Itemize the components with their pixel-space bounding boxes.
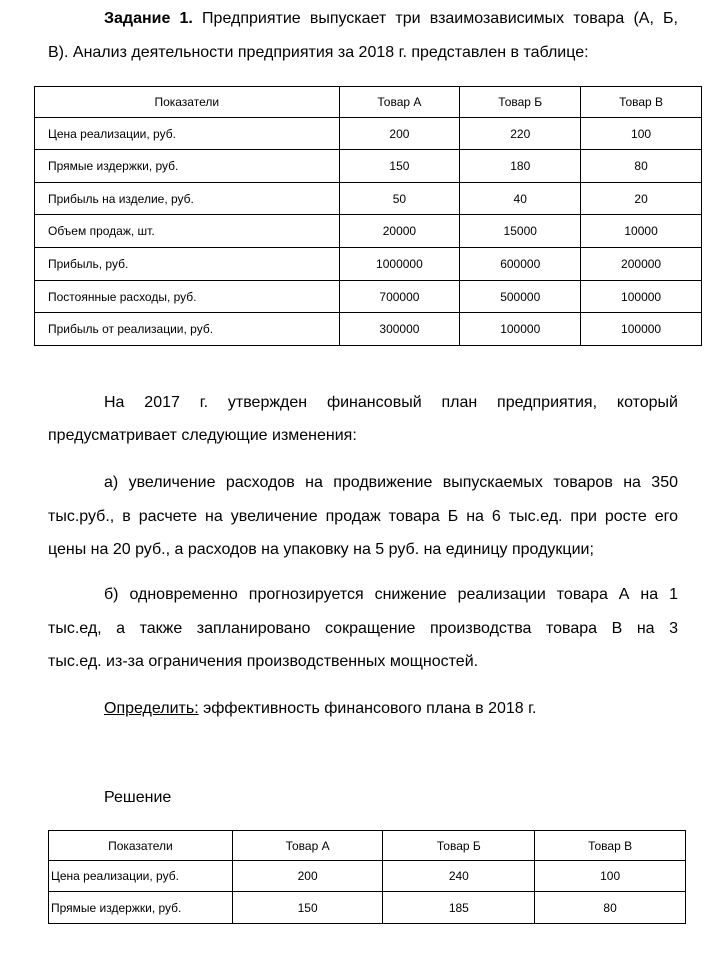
intro-text-1: Предприятие выпускает три взаимозависимых товара (А, Б,	[192, 10, 679, 27]
row-label: Прямые издержки, руб.	[49, 892, 233, 924]
cell-value: 100	[535, 861, 686, 892]
cell-value: 150	[232, 892, 383, 924]
cell-value: 10000	[581, 215, 702, 248]
cell-value: 15000	[460, 215, 581, 248]
table-header-row	[49, 831, 686, 861]
cell-value: 600000	[460, 248, 581, 281]
row-label: Цена реализации, руб.	[35, 118, 340, 150]
cell-value: 150	[339, 150, 460, 183]
intro-line-1	[104, 10, 678, 28]
row-label: Объем продаж, шт.	[35, 215, 340, 248]
header-product-a: Товар А	[232, 831, 383, 861]
cell-value: 200	[339, 118, 460, 150]
header-indicators: Показатели	[49, 831, 233, 861]
header-product-v: Товар В	[581, 87, 702, 118]
header-product-a: Товар А	[339, 87, 460, 118]
plan-p1-line-1: На 2017 г. утвержден финансовый план предприятия, который	[104, 394, 678, 411]
cell-value: 20000	[339, 215, 460, 248]
cell-value: 500000	[460, 281, 581, 313]
plan-p2-line-1: а) увеличение расходов на продвижение выпускаемых товаров на 350	[104, 474, 678, 491]
header-indicators: Показатели	[35, 87, 340, 118]
cell-value: 200	[232, 861, 383, 892]
cell-value: 240	[383, 861, 535, 892]
cell-value: 40	[460, 183, 581, 215]
cell-value: 80	[535, 892, 686, 924]
cell-value: 20	[581, 183, 702, 215]
header-product-v: Товар В	[535, 831, 686, 861]
cell-value: 300000	[339, 313, 460, 346]
table-row	[35, 183, 702, 215]
table-row	[49, 892, 686, 924]
plan-p2-line-3: цены на 20 руб., а расходов на упаковку на 5 руб. на единицу продукции;	[48, 541, 594, 558]
table-row	[35, 150, 702, 183]
task-label: Задание 1.	[104, 10, 193, 27]
row-label: Прямые издержки, руб.	[35, 150, 340, 183]
header-product-b: Товар Б	[460, 87, 581, 118]
table-row	[49, 861, 686, 892]
row-label: Прибыль на изделие, руб.	[35, 183, 340, 215]
cell-value: 180	[460, 150, 581, 183]
plan-p1-line-2: предусматривает следующие изменения:	[48, 427, 357, 444]
task-define-label: Определить:	[104, 700, 199, 717]
table-row	[35, 313, 702, 346]
table-row	[35, 248, 702, 281]
analysis-table	[34, 86, 702, 346]
row-label: Прибыль от реализации, руб.	[35, 313, 340, 346]
plan-p3-line-3: тыс.ед. из-за ограничения производственных мощностей.	[48, 653, 479, 670]
task-line	[104, 700, 536, 718]
cell-value: 100000	[460, 313, 581, 346]
table-row	[35, 118, 702, 150]
table-header-row	[35, 87, 702, 118]
plan-p3-line-1: б) одновременно прогнозируется снижение реализации товара А на 1	[104, 586, 678, 603]
cell-value: 100000	[581, 281, 702, 313]
header-product-b: Товар Б	[383, 831, 535, 861]
cell-value: 220	[460, 118, 581, 150]
cell-value: 1000000	[339, 248, 460, 281]
row-label: Постоянные расходы, руб.	[35, 281, 340, 313]
row-label: Цена реализации, руб.	[49, 861, 233, 892]
cell-value: 185	[383, 892, 535, 924]
cell-value: 100000	[581, 313, 702, 346]
solution-title: Решение	[104, 789, 172, 806]
table-row	[35, 215, 702, 248]
intro-line-2: В). Анализ деятельности предприятия за 2018 г. представлен в таблице:	[48, 44, 589, 61]
solution-table	[48, 830, 686, 924]
cell-value: 700000	[339, 281, 460, 313]
cell-value: 200000	[581, 248, 702, 281]
plan-p3-line-2: тыс.ед, а также запланировано сокращение производства товара В на 3	[48, 620, 678, 637]
plan-p2-line-2: тыс.руб., в расчете на увеличение продаж товара Б на 6 тыс.ед. при росте его	[48, 508, 678, 525]
cell-value: 80	[581, 150, 702, 183]
table-row	[35, 281, 702, 313]
cell-value: 100	[581, 118, 702, 150]
row-label: Прибыль, руб.	[35, 248, 340, 281]
cell-value: 50	[339, 183, 460, 215]
task-define-text: эффективность финансового плана в 2018 г.	[198, 700, 537, 717]
